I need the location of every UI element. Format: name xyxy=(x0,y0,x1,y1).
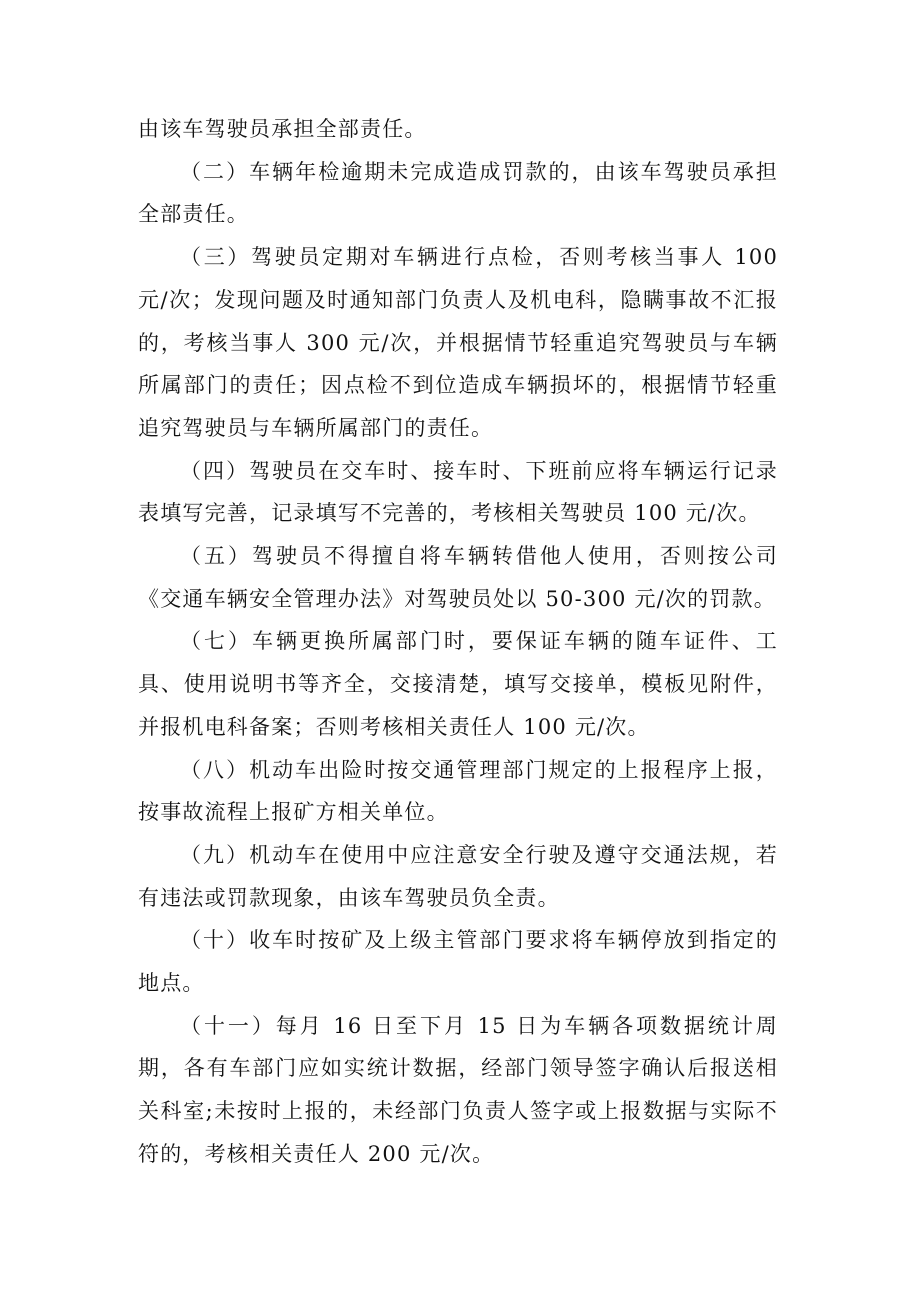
paragraph-item-2: （二）车辆年检逾期未完成造成罚款的，由该车驾驶员承担全部责任。 xyxy=(138,159,778,227)
document-body xyxy=(138,108,778,1176)
paragraph-item-10: （十）收车时按矿及上级主管部门要求将车辆停放到指定的地点。 xyxy=(138,928,778,996)
paragraph-item-11: （十一）每月 16 日至下月 15 日为车辆各项数据统计周期，各有车部门应如实统计数据，经部门领导签字确认后报送相关科室;未按时上报的，未经部门负责人签字或上报数据与实际不符的，考核相关责任人 200 元/次。 xyxy=(138,1013,778,1166)
paragraph-continuation: 由该车驾驶员承担全部责任。 xyxy=(138,117,427,141)
paragraph-item-3: （三）驾驶员定期对车辆进行点检，否则考核当事人 100 元/次；发现问题及时通知部门负责人及机电科，隐瞒事故不汇报的，考核当事人 300 元/次，并根据情节轻重追究驾驶员与车辆所属部门的责任；因点检不到位造成车辆损坏的，根据情节轻重追究驾驶员与车辆所属部门的责任。 xyxy=(138,245,778,440)
paragraph-item-4: （四）驾驶员在交车时、接车时、下班前应将车辆运行记录表填写完善，记录填写不完善的，考核相关驾驶员 100 元/次。 xyxy=(138,458,778,526)
paragraph-item-7: （七）车辆更换所属部门时，要保证车辆的随车证件、工具、使用说明书等齐全，交接清楚，填写交接单，模板见附件，并报机电科备案；否则考核相关责任人 100 元/次。 xyxy=(138,629,778,739)
paragraph-item-9: （九）机动车在使用中应注意安全行驶及遵守交通法规，若有违法或罚款现象，由该车驾驶员负全责。 xyxy=(138,842,778,910)
paragraph-item-5: （五）驾驶员不得擅自将车辆转借他人使用，否则按公司《交通车辆安全管理办法》对驾驶员处以 50-300 元/次的罚款。 xyxy=(138,544,778,611)
paragraph-item-8: （八）机动车出险时按交通管理部门规定的上报程序上报，按事故流程上报矿方相关单位。 xyxy=(138,757,778,825)
